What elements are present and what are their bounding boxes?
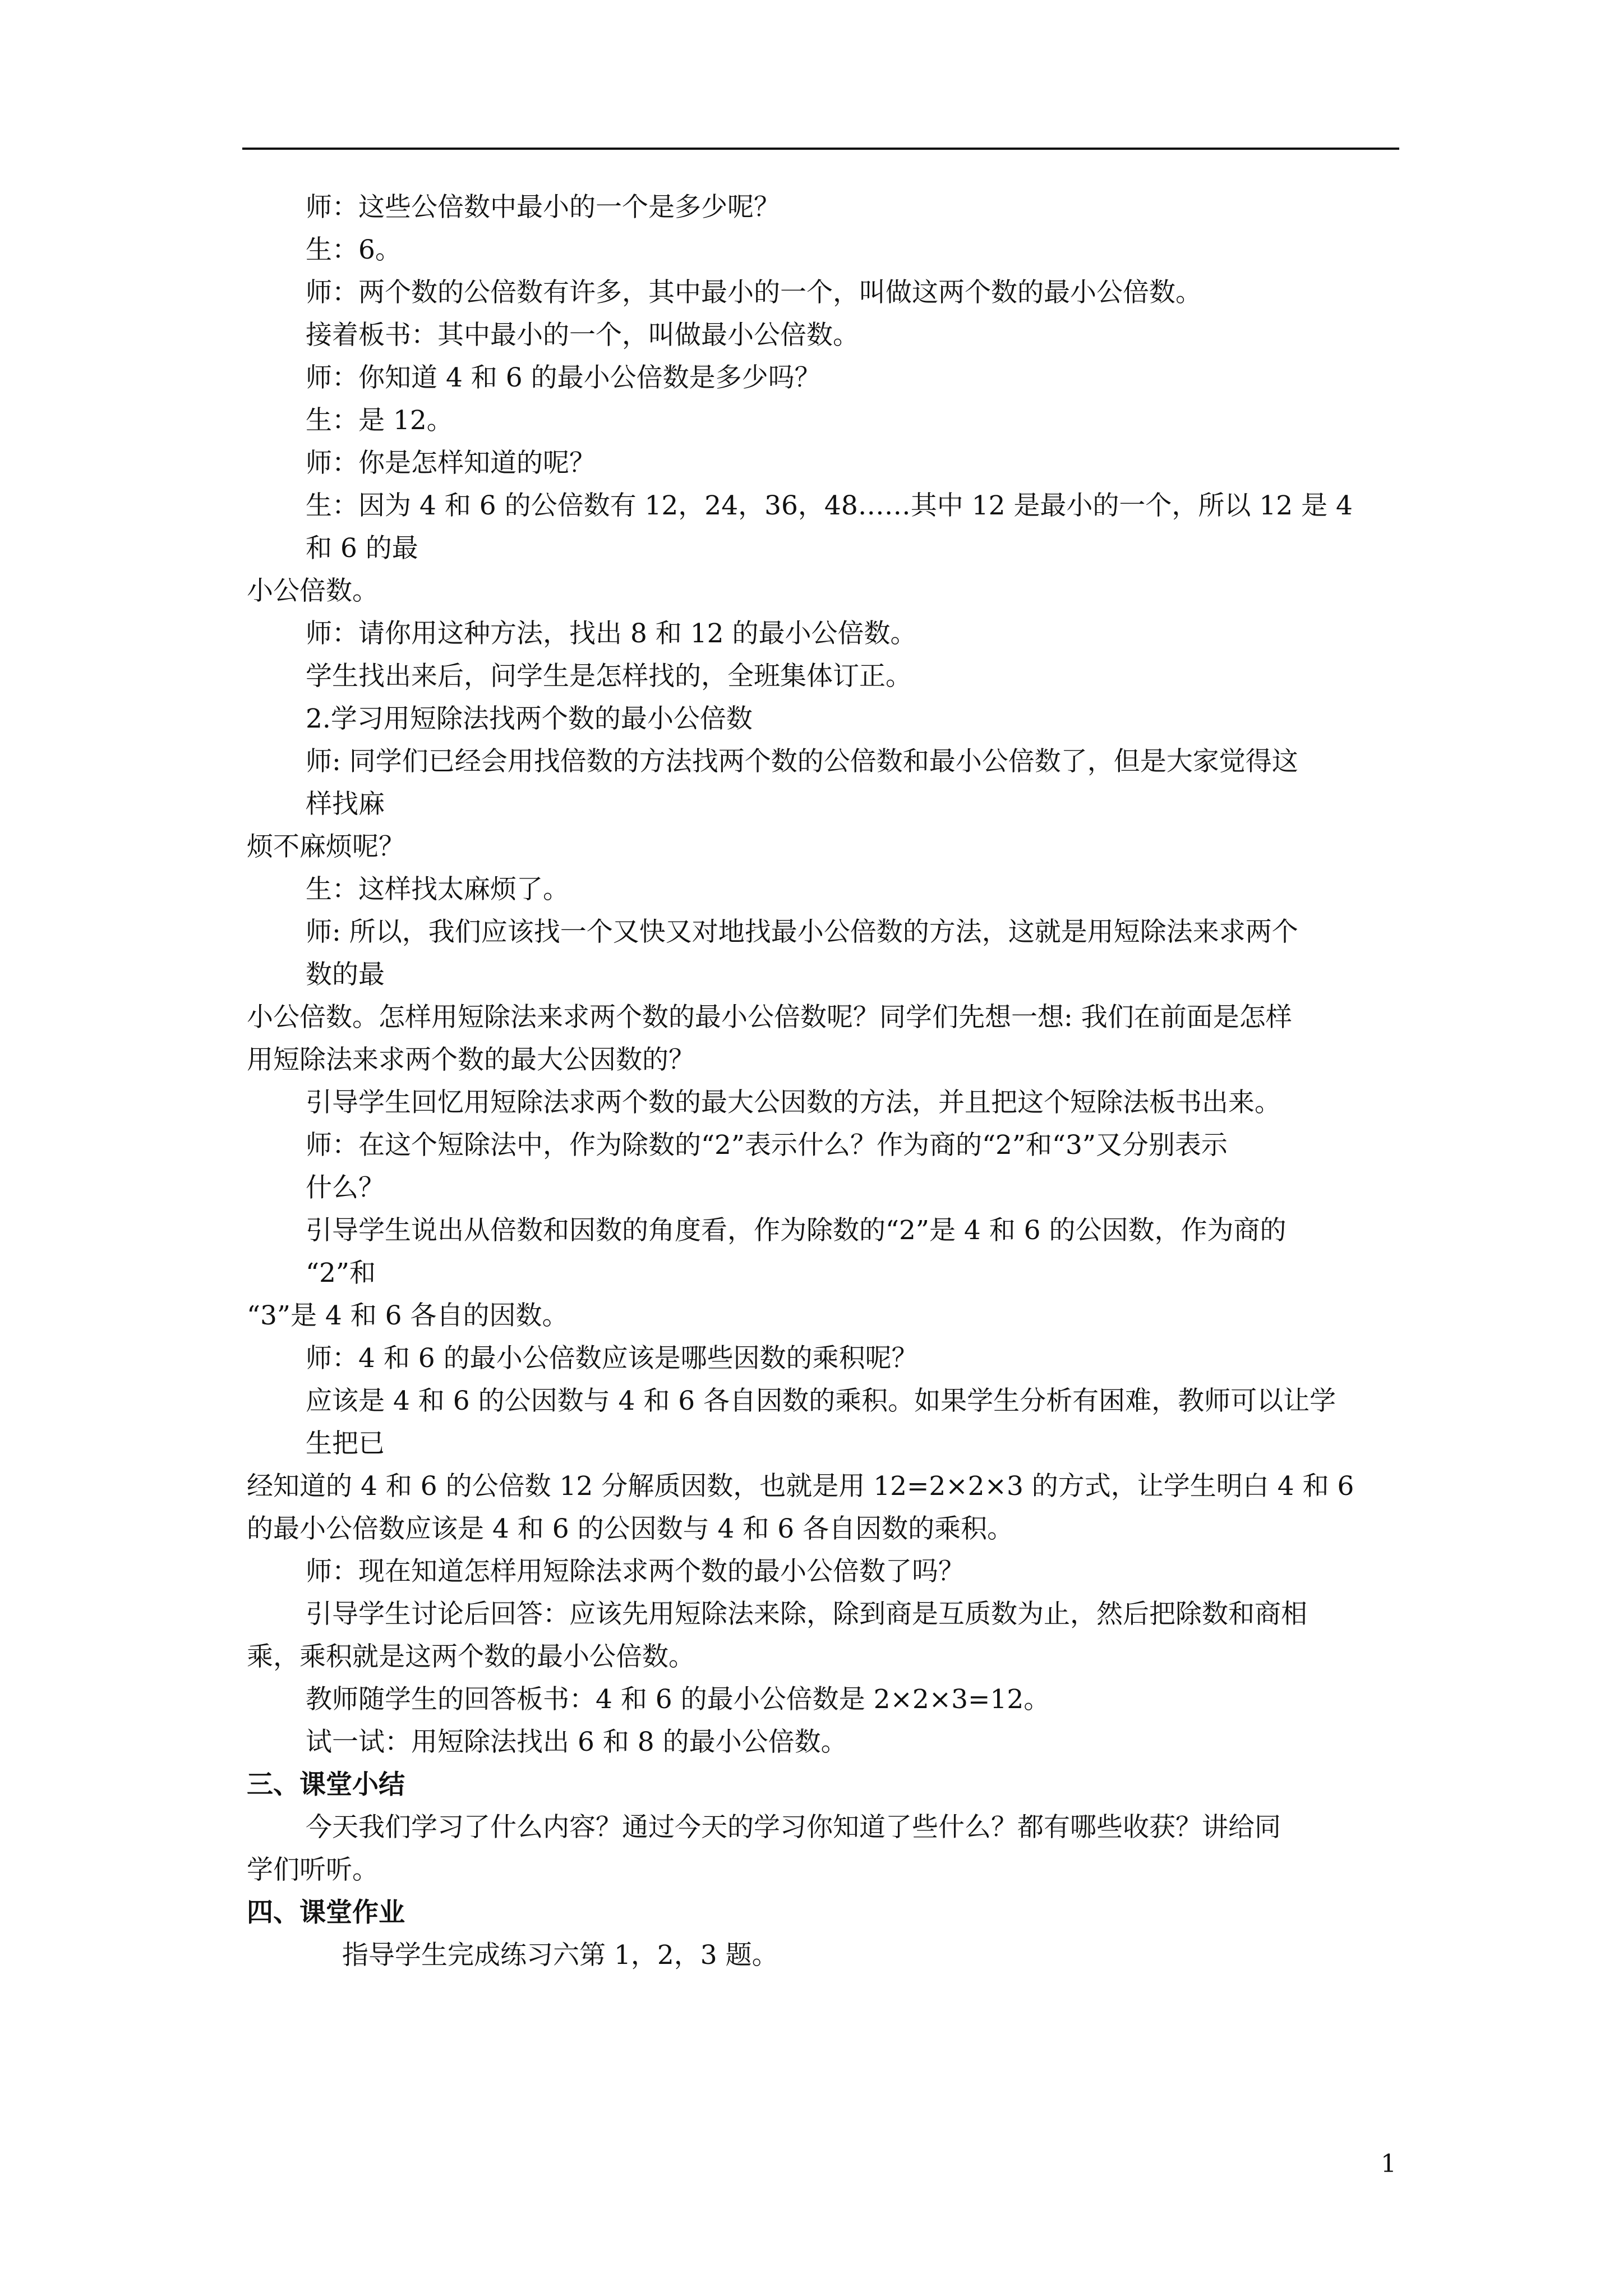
text-line: 师：在这个短除法中，作为除数的“2”表示什么？作为商的“2”和“3”又分别表示 [306,1130,1228,1161]
text-line: 师：请你用这种方法，找出 8 和 12 的最小公倍数。 [306,618,917,649]
text-line: “3”是 4 和 6 各自的因数。 [247,1300,569,1331]
text-line: 师: 所以，我们应该找一个又快又对地找最小公倍数的方法，这就是用短除法来求两个 [306,917,1298,947]
text-line: 小公倍数。怎样用短除法来求两个数的最小公倍数呢？同学们先想一想: 我们在前面是怎样 [247,1002,1292,1033]
text-line: 生：6。 [306,234,402,265]
text-line: 和 6 的最 [306,533,418,564]
text-line: 的最小公倍数应该是 4 和 6 的公因数与 4 和 6 各自因数的乘积。 [247,1513,1014,1544]
text-line: 引导学生说出从倍数和因数的角度看，作为除数的“2”是 4 和 6 的公因数，作为商的 [306,1215,1287,1246]
text-line: 生：这样找太麻烦了。 [306,874,569,905]
page-number: 1 [1381,2150,1396,2178]
text-line: 应该是 4 和 6 的公因数与 4 和 6 各自因数的乘积。如果学生分析有困难，教师可以让学 [306,1386,1336,1416]
text-line: 师：你是怎样知道的呢？ [306,448,596,478]
text-line: 师：两个数的公倍数有许多，其中最小的一个，叫做这两个数的最小公倍数。 [306,277,1202,308]
text-line: 师：现在知道怎样用短除法求两个数的最小公倍数了吗？ [306,1556,965,1587]
text-line: 师：你知道 4 和 6 的最小公倍数是多少吗？ [306,362,821,393]
text-line: 指导学生完成练习六第 1，2，3 题。 [342,1940,778,1971]
text-line: 样找麻 [306,789,385,820]
header-rule [242,148,1399,150]
text-line: “2”和 [306,1258,376,1289]
text-line: 生：因为 4 和 6 的公倍数有 12，24，36，48……其中 12 是最小的一个，所以 12 是 4 [306,490,1353,521]
text-line: 师：4 和 6 的最小公倍数应该是哪些因数的乘积呢？ [306,1343,918,1374]
text-line: 引导学生回忆用短除法求两个数的最大公因数的方法，并且把这个短除法板书出来。 [306,1087,1281,1118]
text-line: 教师随学生的回答板书：4 和 6 的最小公倍数是 2×2×3=12。 [306,1684,1050,1715]
text-line: 数的最 [306,959,385,990]
text-line: 生把已 [306,1428,385,1459]
text-line: 用短除法来求两个数的最大公因数的？ [247,1045,695,1075]
text-line: 学们听听。 [247,1855,379,1885]
text-line: 烦不麻烦呢？ [247,831,405,862]
text-line: 师：这些公倍数中最小的一个是多少呢？ [306,192,780,223]
text-line: 经知道的 4 和 6 的公倍数 12 分解质因数，也就是用 12=2×2×3 的方式，让学生明白 4 和 6 [247,1471,1354,1502]
text-line: 学生找出来后，问学生是怎样找的，全班集体订正。 [306,661,912,692]
text-line: 乘，乘积就是这两个数的最小公倍数。 [247,1641,695,1672]
text-line: 师: 同学们已经会用找倍数的方法找两个数的公倍数和最小公倍数了，但是大家觉得这 [306,746,1298,777]
section-heading-summary: 三、课堂小结 [247,1769,405,1800]
text-line: 什么？ [306,1172,385,1203]
text-line: 引导学生讨论后回答：应该先用短除法来除，除到商是互质数为止，然后把除数和商相 [306,1599,1307,1630]
section-subheading: 2.学习用短除法找两个数的最小公倍数 [306,703,753,734]
text-line: 小公倍数。 [247,576,379,606]
section-heading-homework: 四、课堂作业 [247,1897,405,1928]
text-line: 今天我们学习了什么内容？通过今天的学习你知道了些什么？都有哪些收获？讲给同 [306,1812,1281,1843]
text-line: 试一试：用短除法找出 6 和 8 的最小公倍数。 [306,1727,847,1757]
text-line: 生：是 12。 [306,405,453,436]
text-line: 接着板书：其中最小的一个，叫做最小公倍数。 [306,320,859,351]
